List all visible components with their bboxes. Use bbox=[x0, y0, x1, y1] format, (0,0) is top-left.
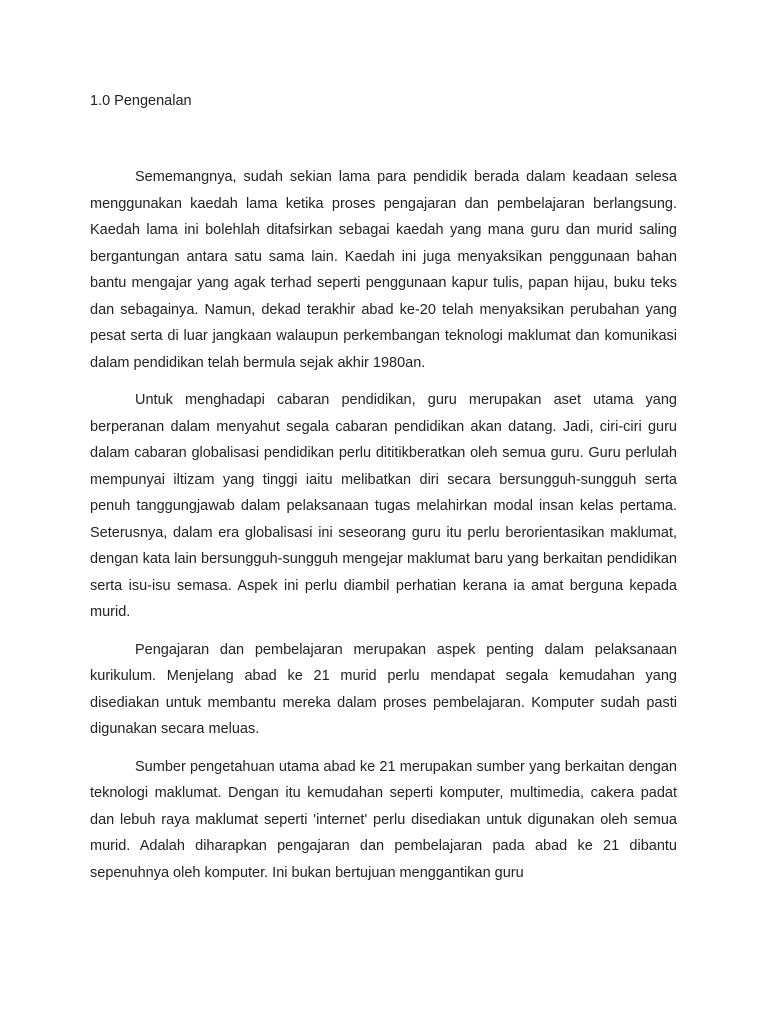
paragraph-4: Sumber pengetahuan utama abad ke 21 merupakan sumber yang berkaitan dengan teknologi maklumat. Dengan itu kemudahan seperti komputer, multimedia, cakera padat dan lebuh raya maklumat seperti 'internet' perlu disediakan untuk digunakan oleh semua murid. Adalah diharapkan pengajaran dan pembelajaran pada abad ke 21 dibantu sepenuhnya oleh komputer. Ini bukan bertujuan menggantikan guru bbox=[90, 758, 677, 881]
paragraph-3: Pengajaran dan pembelajaran merupakan aspek penting dalam pelaksanaan kurikulum. Menjelang abad ke 21 murid perlu mendapat segala kemudahan yang disediakan untuk membantu mereka dalam proses pembelajaran. Komputer sudah pasti digunakan secara meluas. bbox=[90, 641, 677, 737]
section-heading: 1.0 Pengenalan bbox=[90, 93, 192, 109]
document-body bbox=[90, 164, 677, 897]
paragraph-2: Untuk menghadapi cabaran pendidikan, guru merupakan aset utama yang berperanan dalam menyahut segala cabaran pendidikan akan datang. Jadi, ciri-ciri guru dalam cabaran globalisasi pendidikan perlu dititikberatkan oleh semua guru. Guru perlulah mempunyai iltizam yang tinggi iaitu melibatkan diri secara bersungguh-sungguh serta penuh tanggungjawab dalam pelaksanaan tugas melahirkan modal insan kelas pertama. Seterusnya, dalam era globalisasi ini seseorang guru itu perlu berorientasikan maklumat, dengan kata lain bersungguh-sungguh mengejar maklumat baru yang berkaitan pendidikan serta isu-isu semasa. Aspek ini perlu diambil perhatian kerana ia amat berguna kepada murid. bbox=[90, 392, 677, 620]
paragraph-1: Sememangnya, sudah sekian lama para pendidik berada dalam keadaan selesa menggunakan kaedah lama ketika proses pengajaran dan pembelajaran berlangsung. Kaedah lama ini bolehlah ditafsirkan sebagai kaedah yang mana guru dan murid saling bergantungan antara satu sama lain. Kaedah ini juga menyaksikan penggunaan bahan bantu mengajar yang agak terhad seperti penggunaan kapur tulis, papan hijau, buku teks dan sebagainya. Namun, dekad terakhir abad ke-20 telah menyaksikan perubahan yang pesat serta di luar jangkaan walaupun perkembangan teknologi maklumat dan komunikasi dalam pendidikan telah bermula sejak akhir 1980an. bbox=[90, 169, 677, 371]
